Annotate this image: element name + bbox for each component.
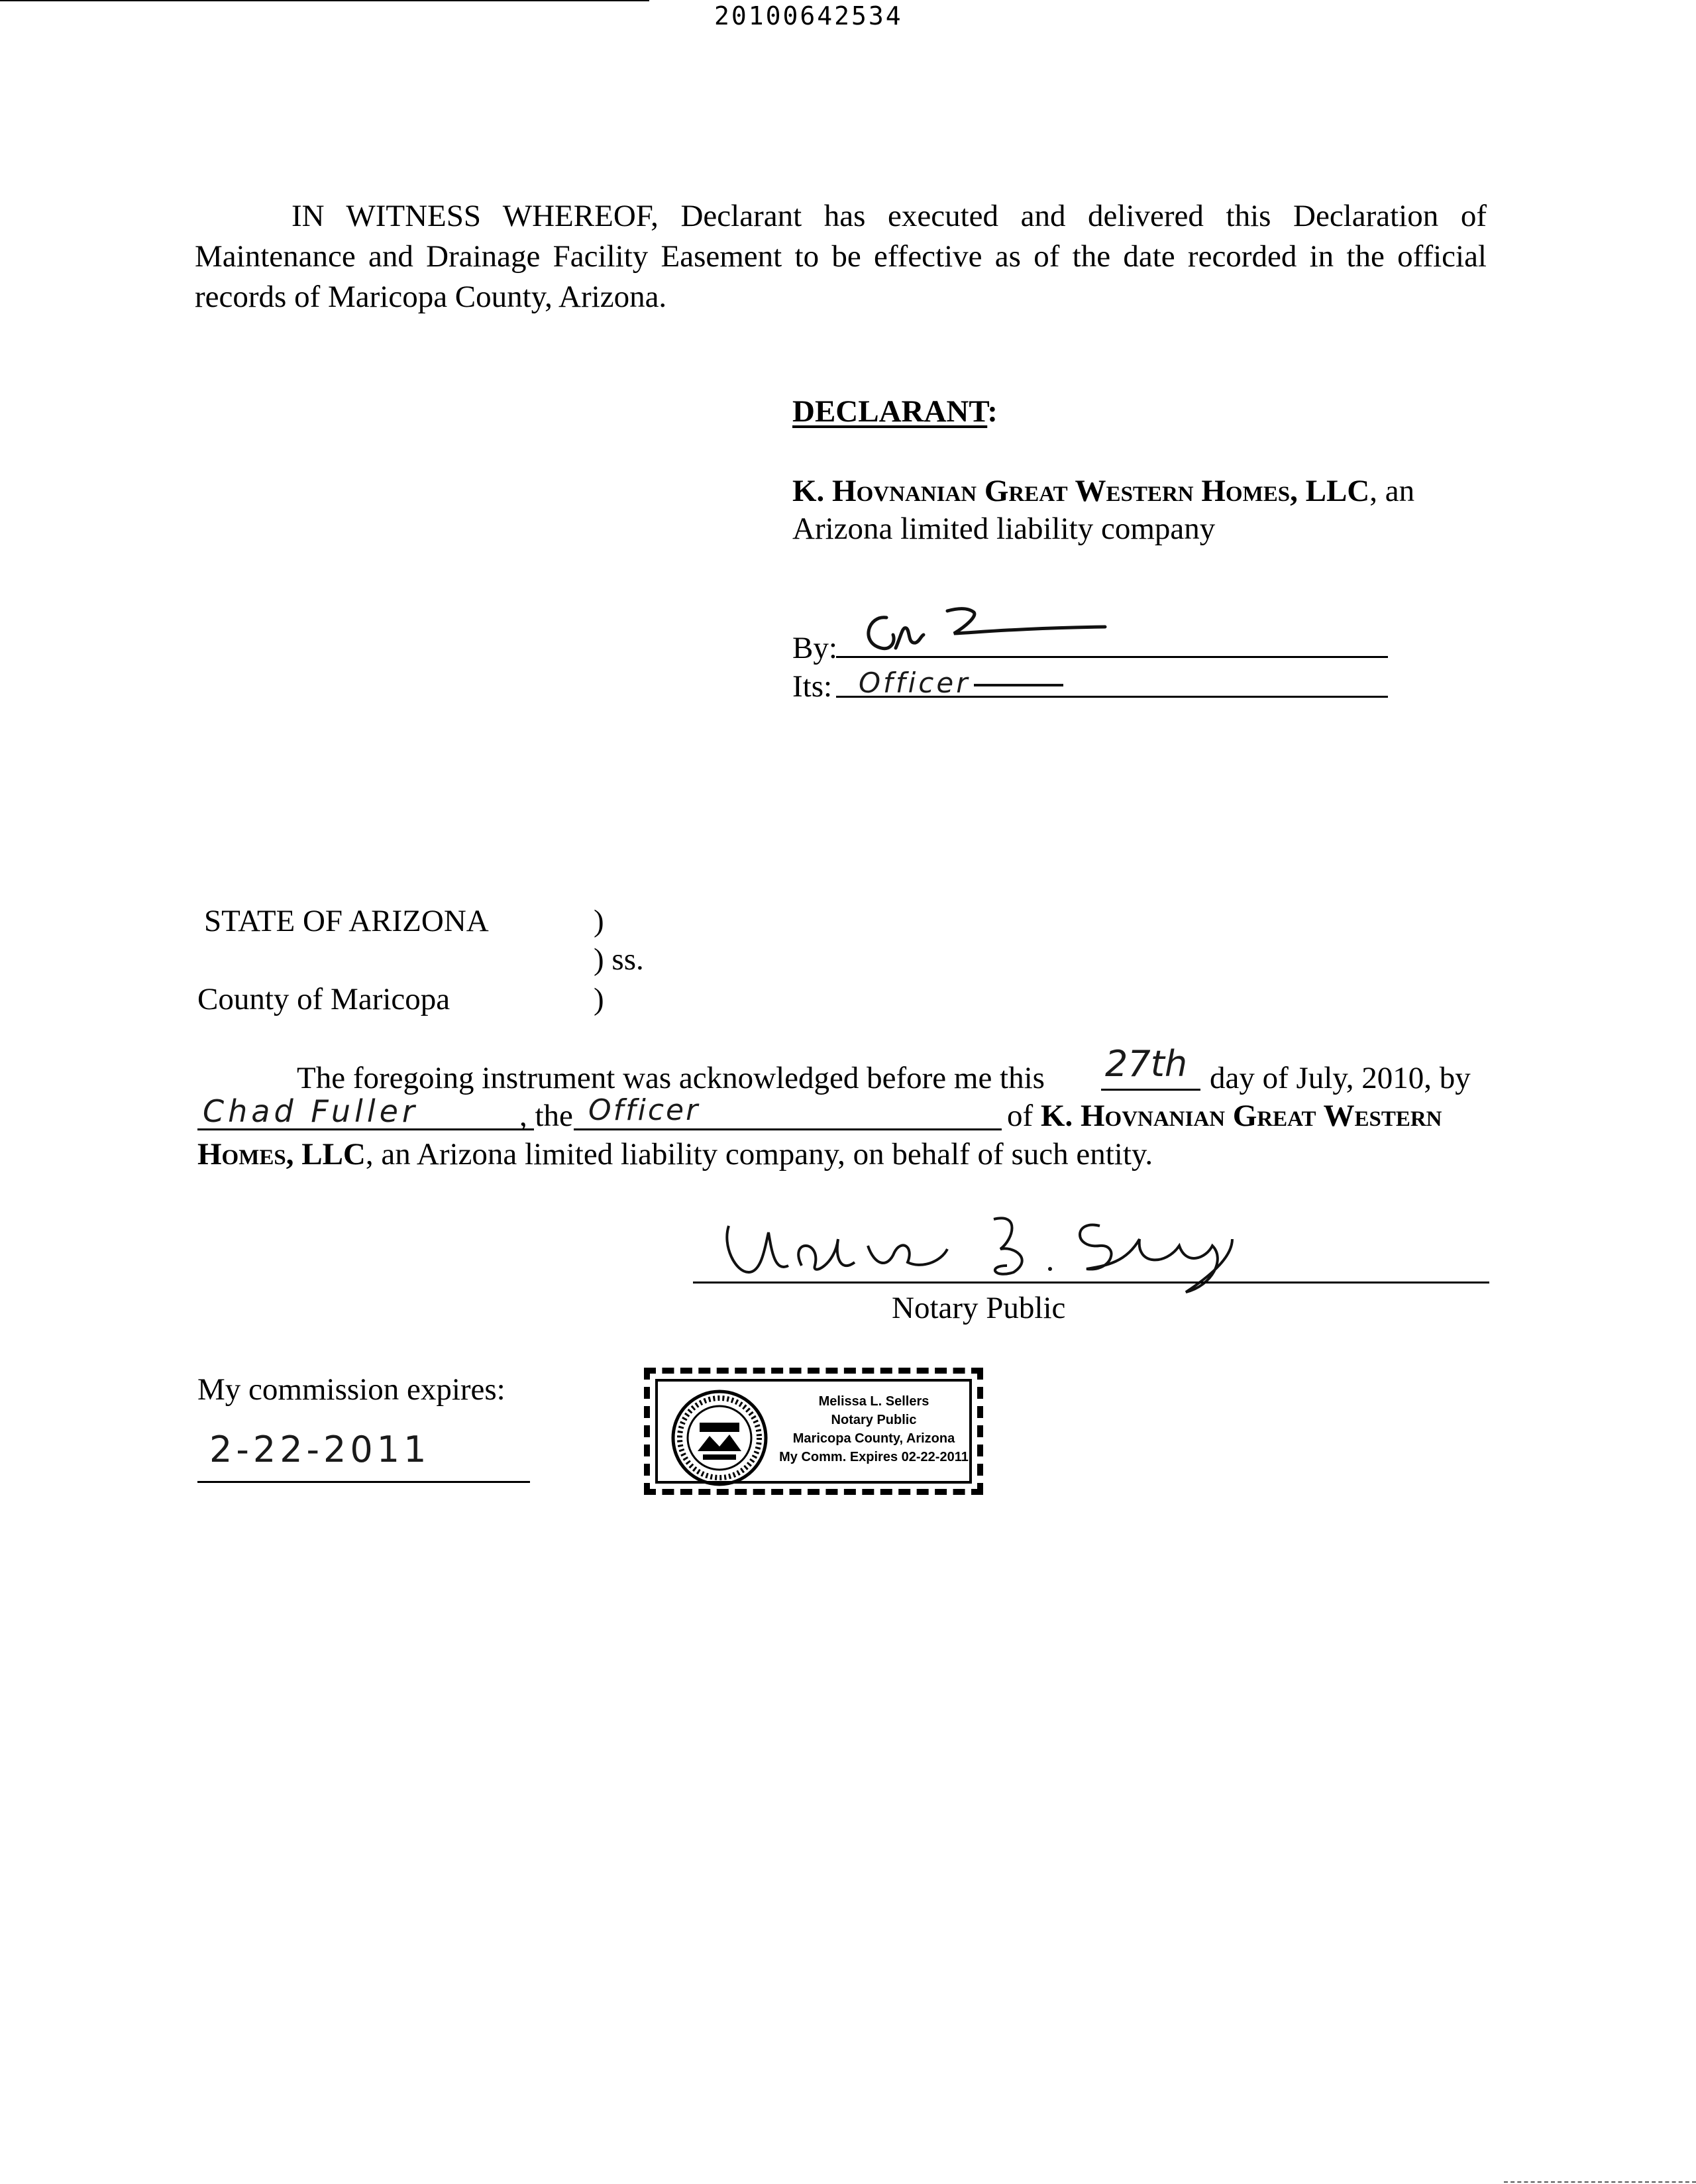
stamp-title: Notary Public <box>831 1413 917 1427</box>
venue-paren-3: ) <box>594 982 604 1016</box>
declarant-heading-colon: : <box>987 394 998 429</box>
ack-pre-day: The foregoing instrument was acknowledged before me this <box>297 1061 1045 1095</box>
stamp-expires: My Comm. Expires 02-22-2011 <box>779 1450 969 1464</box>
ack-entity-line-2 <box>1007 1096 1442 1136</box>
declarant-company-description: Arizona limited liability company <box>792 512 1216 546</box>
ack-of: of <box>1007 1099 1034 1133</box>
stamp-location: Maricopa County, Arizona <box>792 1431 955 1446</box>
declarant-heading <box>792 392 998 431</box>
notary-stamp <box>644 1368 983 1495</box>
ack-name-handwritten: Chad Fuller <box>203 1093 419 1129</box>
commission-label: My commission expires: <box>197 1372 505 1407</box>
declarant-heading-label: DECLARANT <box>792 394 988 429</box>
commission-date-line <box>197 1481 530 1483</box>
witness-paragraph <box>195 196 1487 317</box>
venue-county: County of Maricopa <box>197 982 450 1016</box>
ack-the: , the <box>519 1099 573 1133</box>
its-label: Its: <box>792 669 833 704</box>
state-seal-icon <box>670 1388 769 1488</box>
notary-public-label: Notary Public <box>892 1291 1066 1325</box>
ack-title-line <box>574 1128 1002 1130</box>
ack-entity-part-2: Homes, LLC <box>197 1137 366 1172</box>
declarant-company-suffix: , an <box>1369 474 1415 508</box>
its-underline-stroke <box>974 684 1063 686</box>
witness-line-1: IN WITNESS WHEREOF, Declarant has executed and delivered this Declaration of <box>292 199 1487 233</box>
ack-post-day: day of July, 2010, by <box>1210 1061 1471 1095</box>
ack-title-handwritten: Officer <box>588 1093 700 1127</box>
witness-line-2: Maintenance and Drainage Facility Easement to be effective as of the date recorded in the official <box>195 239 1487 274</box>
stamp-name: Melissa L. Sellers <box>818 1394 929 1409</box>
ack-line-3-rest: , an Arizona limited liability company, on behalf of such entity. <box>365 1137 1153 1172</box>
venue-ss: ) ss. <box>594 942 644 977</box>
its-value-handwritten: Officer <box>859 667 971 699</box>
bottom-edge-line <box>1504 2181 1696 2183</box>
document-number: 20100642534 <box>714 1 903 30</box>
ack-entity-line-3 <box>197 1134 1153 1174</box>
notary-stamp-text <box>774 1392 973 1466</box>
ack-day-handwritten: 27th <box>1105 1043 1188 1085</box>
ack-day-line <box>1101 1089 1200 1091</box>
by-label: By: <box>792 631 837 665</box>
venue-paren-1: ) <box>594 904 604 938</box>
notary-signature-line <box>693 1282 1489 1283</box>
commission-date-handwritten: 2-22-2011 <box>209 1429 431 1470</box>
declarant-company-line <box>792 471 1414 511</box>
top-edge-line <box>0 0 649 1</box>
declarant-signature <box>855 596 1120 663</box>
declarant-company-name: K. Hovnanian Great Western Homes, LLC <box>792 474 1370 508</box>
notary-signature <box>702 1199 1259 1299</box>
venue-state: STATE OF ARIZONA <box>204 904 489 938</box>
witness-line-3: records of Maricopa County, Arizona. <box>195 280 667 314</box>
ack-entity-part-1: K. Hovnanian Great Western <box>1040 1099 1442 1133</box>
